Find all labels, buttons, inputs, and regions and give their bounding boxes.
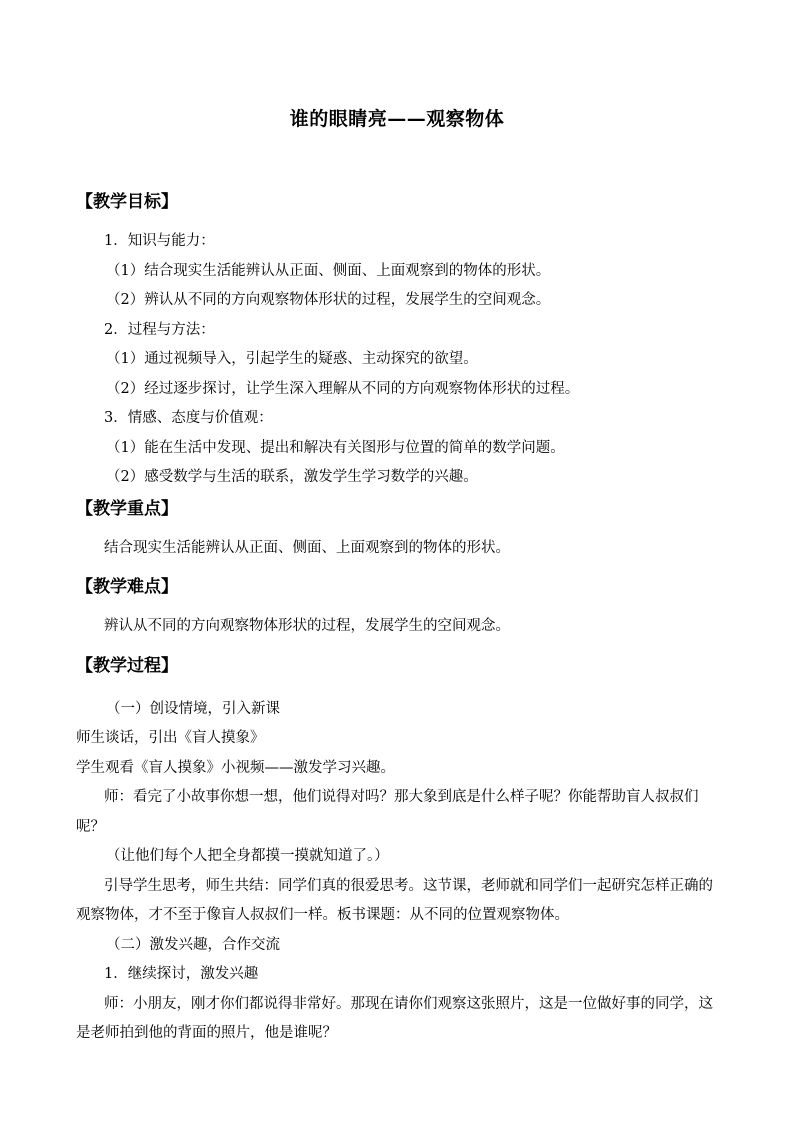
section-heading-key-points: 【教学重点】 bbox=[76, 498, 178, 519]
goal-line: （2）辨认从不同的方向观察物体形状的过程，发展学生的空间观念。 bbox=[106, 292, 551, 308]
goal-line: （1）通过视频导入，引起学生的疑惑、主动探究的欲望。 bbox=[106, 351, 478, 367]
process-paragraph: （二）激发兴趣，合作交流 bbox=[106, 936, 280, 953]
document-title: 谁的眼睛亮——观察物体 bbox=[289, 108, 505, 130]
document-body bbox=[76, 186, 726, 1049]
key-points-text: 结合现实生活能辨认从正面、侧面、上面观察到的物体的形状。 bbox=[104, 539, 510, 556]
goal-line: （1）结合现实生活能辨认从正面、侧面、上面观察到的物体的形状。 bbox=[106, 262, 551, 279]
section-heading-difficulties: 【教学难点】 bbox=[76, 577, 178, 597]
process-paragraph: 师：看完了小故事你想一想，他们说得对吗？那大象到底是什么样子呢？你能帮助盲人叔叔们呢？ bbox=[76, 789, 699, 835]
process-paragraph: 学生观看《盲人摸象》小视频——激发学习兴趣。 bbox=[76, 759, 395, 776]
goal-line: 2．过程与方法： bbox=[104, 321, 215, 338]
process-paragraph: 师生谈话，引出《盲人摸象》 bbox=[76, 730, 265, 746]
goal-line: （2）经过逐步探讨，让学生深入理解从不同的方向观察物体形状的过程。 bbox=[106, 380, 580, 397]
goal-line: 1．知识与能力： bbox=[104, 233, 215, 249]
section-heading-goals: 【教学目标】 bbox=[76, 192, 178, 212]
difficulties-text: 辨认从不同的方向观察物体形状的过程，发展学生的空间观念。 bbox=[104, 618, 510, 634]
goal-line: 3．情感、态度与价值观： bbox=[104, 410, 273, 426]
goal-line: （2）感受数学与生活的联系，激发学生学习数学的兴趣。 bbox=[106, 469, 478, 485]
process-paragraph: （一）创设情境，引入新课 bbox=[106, 700, 280, 717]
section-heading-process: 【教学过程】 bbox=[76, 655, 178, 676]
process-paragraph: 1．继续探讨，激发兴趣 bbox=[104, 966, 259, 982]
process-paragraph: （让他们每个人把全身都摸一摸就知道了。） bbox=[106, 848, 389, 864]
process-paragraph: 师：小朋友，刚才你们都说得非常好。那现在请你们观察这张照片，这是一位做好事的同学，这是老师拍到他的背面的照片，他是谁呢？ bbox=[76, 995, 713, 1041]
goal-line: （1）能在生活中发现、提出和解决有关图形与位置的简单的数学问题。 bbox=[106, 439, 565, 456]
process-paragraph: 引导学生思考，师生共结：同学们真的很爱思考。这节课，老师就和同学们一起研究怎样正确的观察物体，才不至于像盲人叔叔们一样。板书课题：从不同的位置观察物体。 bbox=[76, 877, 713, 923]
